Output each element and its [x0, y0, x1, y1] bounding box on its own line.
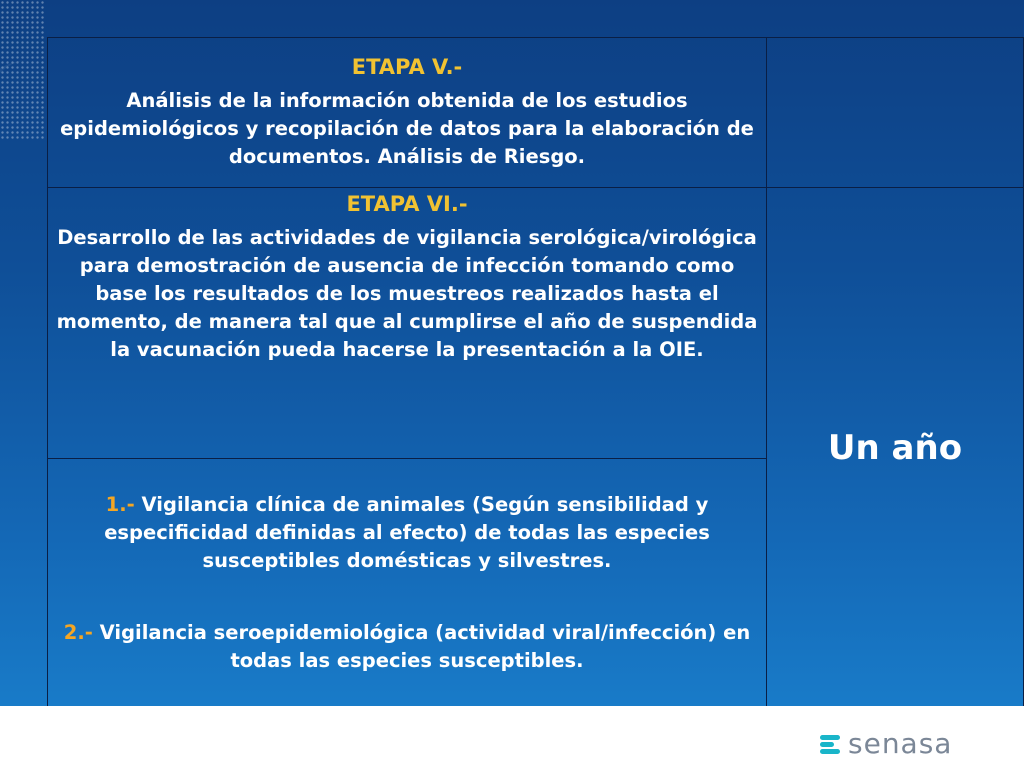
stages-table [47, 37, 1024, 708]
surveillance-item [56, 619, 758, 675]
stage-6-duration-cell [767, 188, 1024, 708]
surveillance-item [56, 491, 758, 575]
senasa-logo [820, 727, 953, 760]
stage-5-title: ETAPA V.- [351, 54, 463, 79]
stage-6-title: ETAPA VI.- [346, 192, 468, 216]
item-text: Vigilancia clínica de animales (Según sensibilidad y especificidad definidas al efecto) de todas las especies susceptibles domésticas y silvestres. [104, 493, 710, 572]
item-number: 2.- [63, 621, 93, 644]
stage-5-duration-cell [767, 38, 1024, 188]
item-number: 1.- [105, 493, 135, 516]
senasa-logo-icon [820, 734, 840, 754]
duration-label: Un año [827, 427, 963, 468]
stage-6-text: Desarrollo de las actividades de vigilancia serológica/virológica para demostración de ausencia de infección tomando como base los resultados de los muestreos realizados hasta el momento, de manera tal que al cumplirse el año de suspendida la vacunación pueda hacerse la presentación a la OIE. [56, 226, 758, 361]
stage-5-cell [48, 38, 767, 188]
stage-6-cell [48, 188, 767, 459]
stage-5-text: Análisis de la información obtenida de los estudios epidemiológicos y recopilación de datos para la elaboración de documentos. Análisis de Riesgo. [60, 88, 754, 168]
surveillance-items-cell [48, 459, 767, 708]
item-text: Vigilancia seroepidemiológica (actividad viral/infección) en todas las especies susceptibles. [99, 621, 751, 672]
logo-text: senasa [848, 727, 953, 760]
